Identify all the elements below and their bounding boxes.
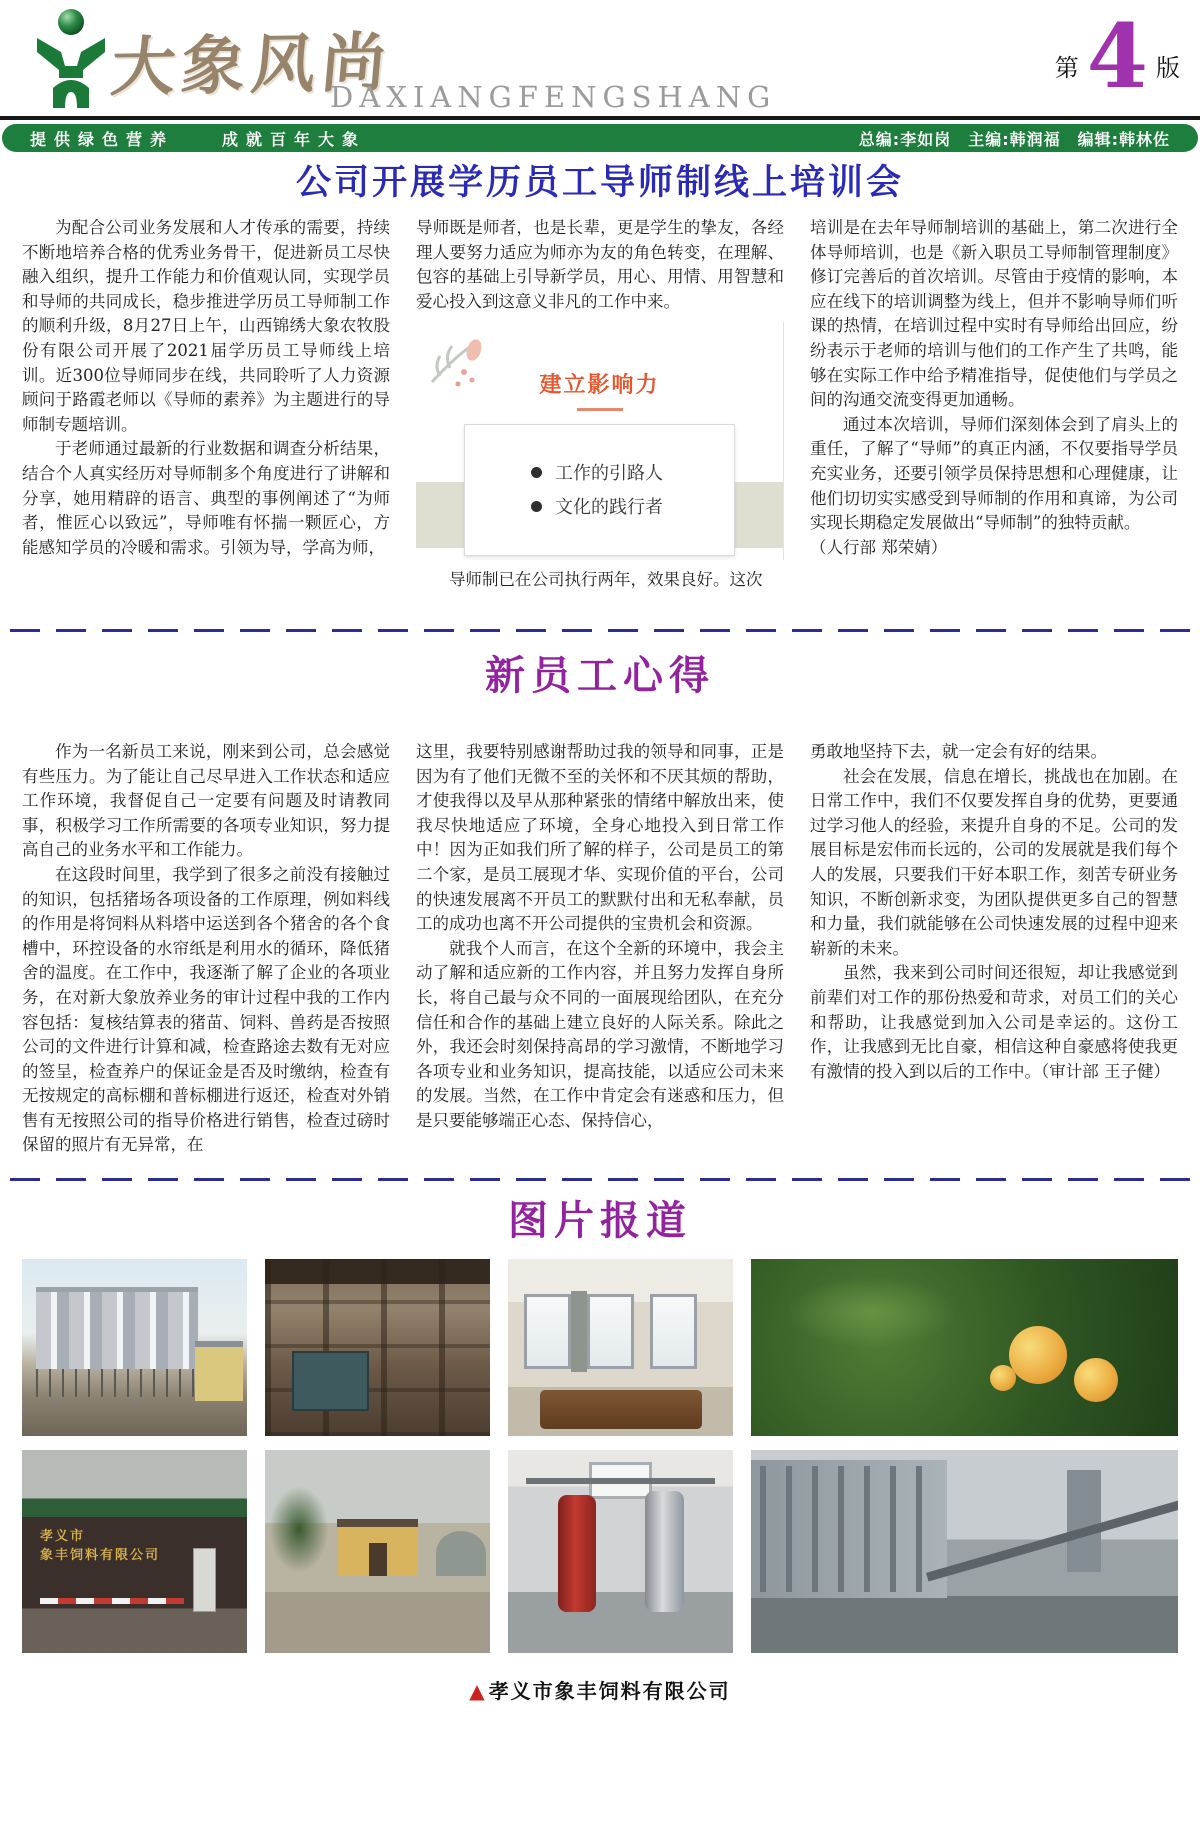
pipe-shape <box>526 1478 715 1484</box>
edition-number: 4 <box>1086 4 1148 108</box>
article1-paragraph: 培训是在去年导师制培训的基础上，第二次进行全体导师培训，也是《新入职员工导师制管理制度》修订完善后的首次培训。尽管由于疫情的影响，本应在线下的培训调整为线上，但并不影响导师们听课的热情，在培训过程中实时有导师给出回应，纷纷表示于老师的培训与他们的工作产生了共鸣，能够在实际工作中给予精准指导，促使他们与学员之间的沟通交流变得更加通畅。 <box>810 218 1178 410</box>
photo-feed-silos <box>22 1259 247 1436</box>
conveyor-shape <box>926 1498 1178 1582</box>
pipe-shapes <box>760 1466 939 1592</box>
slide-bullet-card <box>464 424 735 556</box>
article2-column-2 <box>416 740 784 1158</box>
foliage-shape <box>785 1277 956 1348</box>
tower-shape <box>1067 1470 1101 1572</box>
gallery-caption <box>0 1675 1200 1704</box>
window-shape <box>650 1294 697 1368</box>
article1-headline: 公司开展学历员工导师制线上培训会 <box>295 163 904 203</box>
gate-pillar-shape <box>193 1548 216 1613</box>
slide-bullet-text: 文化的践行者 <box>555 497 663 519</box>
photo-plant-exterior <box>751 1450 1178 1653</box>
article2-paragraph: 在这段时间里，我学到了很多之前没有接触过的知识，包括猪场各项设备的工作原理，例如料线的作用是将饲料从料塔中运送到各个猪舍的各个食槽中，环控设备的水帘纸是利用水的循环，降低猪舍的温度。在工作中，我逐渐了解了企业的各项业务，在对新大象放养业务的审计过程中我的工作内容包括：复核结算表的猪苗、饲料、兽药是否按照公司的文件进行计算和减，检查路途去数有无对应的签呈，检查养户的保证金是否及时缴纳，检查有无按规定的高标棚和普标棚进行返还，检查对外销售有无按照公司的指导价格进行销售，检查过磅时保留的照片有无异常，在 <box>22 864 390 1155</box>
window-shape <box>587 1294 634 1368</box>
article1-columns <box>0 216 1200 593</box>
masthead-pinyin: DAXIANGFENGSHANG <box>330 80 777 114</box>
photo-yellow-roses <box>751 1259 1178 1436</box>
masthead-rule <box>0 116 1200 120</box>
bullet-dot-icon <box>531 467 542 478</box>
gate-sign-text <box>40 1527 175 1564</box>
article1-byline: （人行部 郑荣婧） <box>810 537 948 557</box>
article2-column-1 <box>22 740 390 1158</box>
rose-shape <box>1074 1358 1118 1402</box>
photo-production-line <box>265 1259 490 1436</box>
gate-sign-line1: 孝义市 <box>40 1529 86 1545</box>
slide-title: 建立影响力 <box>539 373 660 399</box>
steel-tank-shape <box>645 1491 683 1613</box>
tree-shape <box>270 1487 329 1572</box>
article1-column-1 <box>22 216 390 593</box>
edition-suffix: 版 <box>1156 54 1180 83</box>
edition-label <box>1054 4 1180 108</box>
bullet-dot-icon <box>531 501 542 512</box>
machine-shape <box>292 1351 369 1411</box>
company-logo-icon <box>30 6 112 110</box>
article2-paragraph: 作为一名新员工来说，刚来到公司，总会感觉有些压力。为了能让自己尽早进入工作状态和适应工作环境，我督促自己一定要有问题及时请教同事，积极学习工作所需要的各项专业知识，努力提高自己的业务水平和工作能力。 <box>22 741 390 860</box>
article2-columns <box>0 740 1200 1158</box>
masthead-green-bar <box>2 124 1198 152</box>
article1-paragraph: 导师制已在公司执行两年，效果良好。这次 <box>449 570 763 590</box>
greenhouse-shape <box>436 1531 486 1576</box>
slide-underline <box>577 408 623 411</box>
yellow-building-shape <box>195 1341 242 1401</box>
article2-paragraph: 虽然，我来到公司时间还很短，却让我感觉到前辈们对工作的那份热爱和苛求，对员工们的关心和帮助，让我感觉到加入公司是幸运的。这份工作，让我感到无比自豪，相信这种自豪感将使我更有激情的投入到以后的工作中。（审计部 王子健） <box>810 963 1178 1081</box>
article1-paragraph: 导师既是师者，也是长辈，更是学生的挚友，各经理人要努力适应为师亦为友的角色转变，在理解、包容的基础上引导新学员，用心、用情、用智慧和爱心投入到这意义非凡的工作中来。 <box>416 218 784 311</box>
silo-legs <box>36 1369 198 1397</box>
window-shape <box>524 1294 571 1368</box>
curtain-shape <box>571 1291 587 1372</box>
slogan-text: 提供绿色营养 成就百年大象 <box>30 129 367 149</box>
masthead-title: 大象风尚 <box>107 25 396 106</box>
caption-triangle-icon: ▲ <box>469 1679 487 1704</box>
article1-paragraph: 为配合公司业务发展和人才传承的需要，持续不断地培养合格的优秀业务骨干，促进新员工尽快融入组织，提升工作能力和价值观认同，实现学员和导师的共同成长，稳步推进学历员工导师制工作的顺利升级，8月27日上午，山西锦绣大象农牧股份有限公司开展了2021届学历员工导师线上培训。近300位导师同步在线，共同聆听了人力资源顾问于路霞老师以《导师的素养》为主题进行的导师制专题培训。 <box>22 218 390 434</box>
article2-paragraph: 社会在发展，信息在增长，挑战也在加剧。在日常工作中，我们不仅要发挥自身的优势，更要通过学习他人的经验，来提升自身的不足。公司的发展目标是宏伟而长远的，公司的发展就是我们每个人的发展，只要我们干好本职工作，刻苦专研业务知识，不断创新求变，为团队提供更多自己的智慧和力量，我们就能够在公司快速发展的过程中迎来崭新的未来。 <box>810 766 1178 958</box>
masthead <box>0 0 1200 116</box>
conference-table-shape <box>540 1390 702 1429</box>
photo-courtyard <box>265 1450 490 1653</box>
article1-paragraph: 通过本次培训，导师们深刻体会到了肩头上的重任，了解了“导师”的真正内涵，不仅要指导学员充实业务，还要引领学员保持思想和心理健康，让他们切切实实感受到导师制的作用和真谛，为公司实现长期稳定发展做出“导师制”的独特贡献。 <box>810 414 1178 533</box>
gate-sign-line2: 象丰饲料有限公司 <box>40 1548 161 1564</box>
article2-paragraph: 就我个人而言，在这个全新的环境中，我会主动了解和适应新的工作内容，并且努力发挥自身所长，将自己最与众不同的一面展现给团队，在充分信任和合作的基础上建立良好的人际关系。除此之外，我还会时刻保持高昂的学习激情，不断地学习各项专业和业务知识，提高技能，以适应公司未来的发展。当然，在工作中肯定会有迷惑和压力，但是只要能够端正心态、保持信心， <box>416 938 784 1130</box>
gallery-headline: 图片报道 <box>508 1197 692 1245</box>
photo-gallery <box>0 1197 1200 1704</box>
training-slide-image <box>416 322 784 560</box>
rose-shape <box>1009 1326 1067 1384</box>
caption-text: 孝义市象丰饲料有限公司 <box>488 1679 731 1704</box>
door-shape <box>369 1543 387 1575</box>
article2-paragraph: 勇敢地坚持下去，就一定会有好的结果。 <box>810 741 1107 761</box>
section-divider-1 <box>10 629 1190 632</box>
red-boiler-tank-shape <box>558 1495 596 1613</box>
photo-company-gate <box>22 1450 247 1653</box>
article1-paragraph: 于老师通过最新的行业数据和调查分析结果，结合个人真实经历对导师制多个角度进行了讲解和分享，她用精辟的语言、典型的事例阐述了“为师者，惟匠心以致远”，导师唯有怀揣一颗匠心，方能感知学员的冷暖和需求。引领为导，学高为师， <box>22 439 390 557</box>
silo-shapes <box>36 1287 198 1368</box>
article2-headline: 新员工心得 <box>485 651 715 699</box>
article2-paragraph: 这里，我要特别感谢帮助过我的领导和同事，正是因为有了他们无微不至的关怀和不厌其烦的帮助，才使我得以及早从那种紧张的情绪中解放出来，使我尽快地适应了环境，全身心地投入到日常工作中！因为正如我们所了解的样子，公司是员工的第二个家，是员工展现才华、实现价值的平台，公司的快速发展离不开员工的默默付出和无私奉献，员工的成功也离不开公司提供的宝贵机会和资源。 <box>416 741 784 934</box>
slide-bullet-text: 工作的引路人 <box>555 463 663 485</box>
slide-bullet-item <box>531 459 734 485</box>
edition-prefix: 第 <box>1054 54 1079 83</box>
editors-text: 总编:李如岗 主编:韩润福 编辑:韩林佐 <box>858 129 1170 149</box>
photo-boiler-room <box>508 1450 733 1653</box>
gallery-row-2 <box>0 1450 1200 1653</box>
slide-bullet-item <box>531 493 734 519</box>
barrier-arm-shape <box>40 1598 184 1604</box>
article1-column-2 <box>416 216 784 593</box>
article1-column-3 <box>810 216 1178 593</box>
gallery-row-1 <box>0 1259 1200 1436</box>
photo-meeting-room <box>508 1259 733 1436</box>
rose-shape <box>990 1365 1016 1391</box>
section-divider-2 <box>10 1178 1190 1181</box>
article2-column-3 <box>810 740 1178 1158</box>
